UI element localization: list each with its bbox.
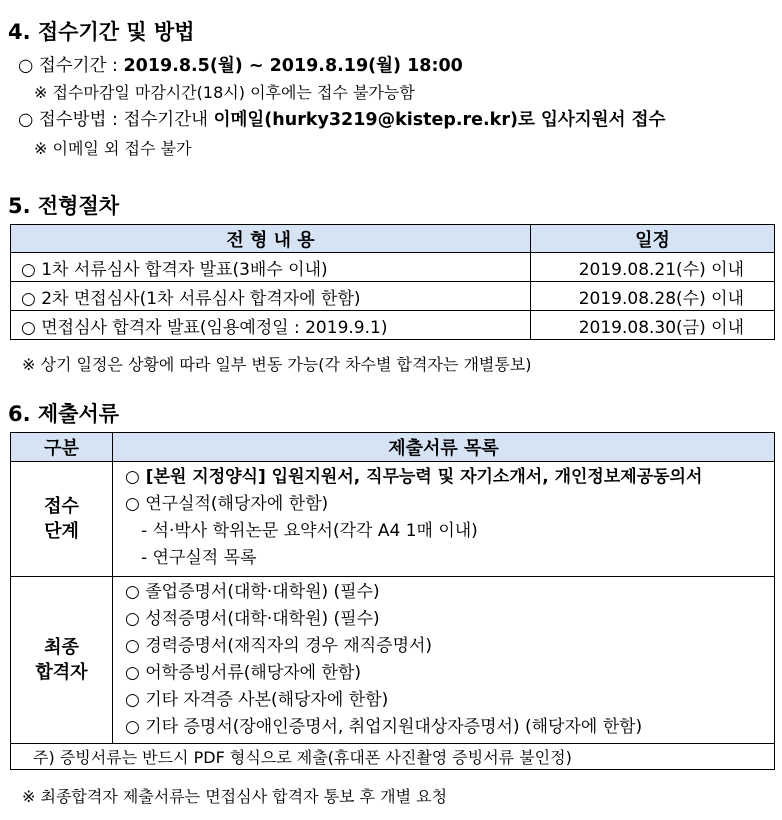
list-item: ○ 기타 자격증 사본(해당자에 한함) [125, 690, 389, 710]
schedule-header-content: 전 형 내 용 [11, 225, 531, 253]
table-row [11, 282, 775, 311]
stage-label-application: 접수 단계 [11, 462, 113, 577]
documents-table [10, 432, 775, 770]
period-line [18, 52, 463, 77]
method-note: ※ 이메일 외 접수 불가 [34, 139, 192, 158]
table-row [11, 577, 775, 744]
schedule-header-date: 일정 [531, 225, 775, 253]
table-row [11, 462, 775, 577]
documents-header-category: 구분 [11, 433, 113, 462]
schedule-date: 2019.08.30(금) 이내 [531, 311, 775, 340]
schedule-note: ※ 상기 일정은 상황에 따라 일부 변동 가능(각 차수별 합격자는 개별통보) [22, 355, 532, 374]
section-5-title: 5. 전형절차 [8, 194, 120, 218]
table-row [11, 311, 775, 340]
schedule-content: ○ 면접심사 합격자 발표(임용예정일 : 2019.9.1) [11, 311, 531, 340]
documents-header-row [11, 433, 775, 462]
schedule-date: 2019.08.21(수) 이내 [531, 253, 775, 282]
stage-label-final: 최종 합격자 [11, 577, 113, 744]
period-value: 2019.8.5(월) ~ 2019.8.19(월) 18:00 [123, 56, 463, 76]
list-item: ○ 연구실적(해당자에 한함) [125, 494, 329, 514]
list-item: ○ 경력증명서(재직자의 경우 재직증명서) [125, 636, 433, 656]
documents-header-list: 제출서류 목록 [113, 433, 775, 462]
schedule-content: ○ 2차 면접심사(1차 서류심사 합격자에 한함) [11, 282, 531, 311]
period-note: ※ 접수마감일 마감시간(18시) 이후에는 접수 불가능함 [34, 83, 415, 102]
method-label: ○ 접수방법 : 접수기간내 [18, 110, 214, 130]
period-label: ○ 접수기간 : [18, 56, 124, 76]
stage-items-application [113, 462, 775, 577]
table-row [11, 744, 775, 770]
table-row [11, 253, 775, 282]
documents-footer-note: 주) 증빙서류는 반드시 PDF 형식으로 제출(휴대폰 사진촬영 증빙서류 불인정) [11, 744, 775, 770]
list-item: - 석·박사 학위논문 요약서(각각 A4 1매 이내) [141, 521, 478, 541]
schedule-date: 2019.08.28(수) 이내 [531, 282, 775, 311]
documents-note: ※ 최종합격자 제출서류는 면접심사 합격자 통보 후 개별 요청 [22, 787, 448, 806]
list-item: ○ 성적증명서(대학·대학원) (필수) [125, 609, 380, 629]
list-item: ○ 기타 증명서(장애인증명서, 취업지원대상자증명서) (해당자에 한함) [125, 717, 643, 737]
stage-items-final [113, 577, 775, 744]
method-value: 이메일(hurky3219@kistep.re.kr)로 입사지원서 접수 [213, 110, 666, 130]
schedule-content: ○ 1차 서류심사 합격자 발표(3배수 이내) [11, 253, 531, 282]
list-item: ○ [본원 지정양식] 입원지원서, 직무능력 및 자기소개서, 개인정보제공동의서 [125, 467, 703, 487]
method-line [18, 106, 665, 131]
schedule-header-row [11, 225, 775, 253]
list-item: ○ 졸업증명서(대학·대학원) (필수) [125, 582, 380, 602]
schedule-table [10, 224, 775, 340]
list-item: ○ 어학증빙서류(해당자에 한함) [125, 663, 361, 683]
list-item: - 연구실적 목록 [141, 548, 257, 568]
section-6-title: 6. 제출서류 [8, 402, 120, 426]
section-4-title: 4. 접수기간 및 방법 [8, 20, 195, 44]
